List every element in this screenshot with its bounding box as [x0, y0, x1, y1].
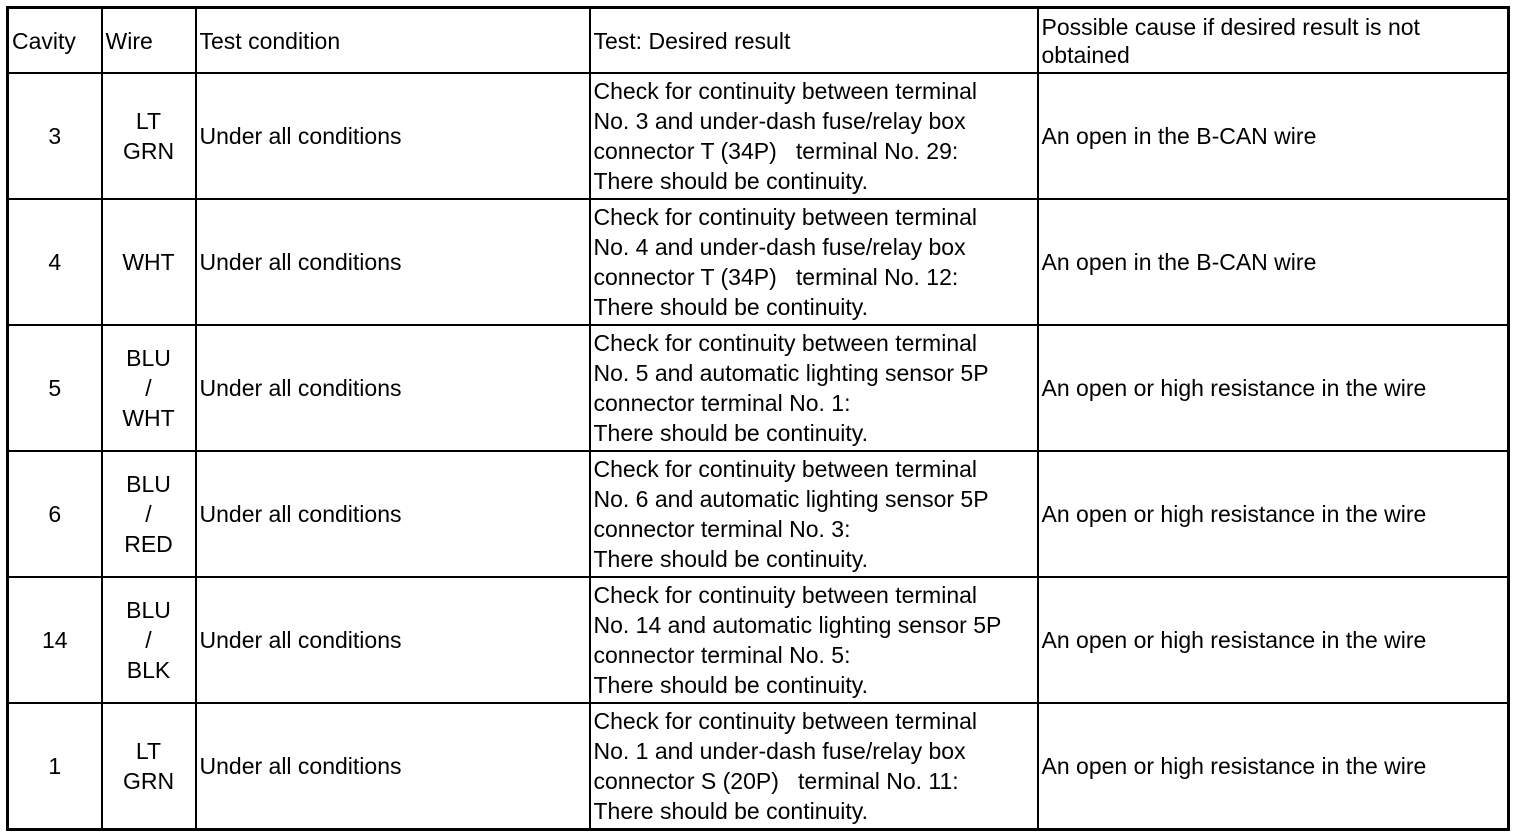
wire-cell [102, 325, 196, 451]
wire-cell [102, 199, 196, 325]
header-wire: Wire [102, 8, 196, 74]
cavity-cell: 1 [8, 703, 102, 830]
desired-result-line: Check for continuity between terminal [593, 582, 978, 608]
wire-color-line: LT [135, 738, 162, 764]
header-row [8, 8, 1509, 74]
cavity-cell: 3 [8, 73, 102, 199]
header-possible-cause: Possible cause if desired result is not obtained [1038, 8, 1509, 74]
desired-result-line: connector terminal No. 5: [593, 642, 851, 668]
possible-cause-cell: An open or high resistance in the wire [1038, 577, 1509, 703]
desired-result-line: connector T (34P) terminal No. 12: [593, 264, 959, 290]
desired-result-cell [590, 451, 1038, 577]
possible-cause-cell: An open or high resistance in the wire [1038, 451, 1509, 577]
desired-result-line: Check for continuity between terminal [593, 708, 978, 734]
desired-result-line: connector T (34P) terminal No. 29: [593, 138, 959, 164]
cavity-cell: 6 [8, 451, 102, 577]
desired-result-cell [590, 73, 1038, 199]
desired-result-cell [590, 577, 1038, 703]
wire-color-line: BLK [126, 657, 171, 683]
possible-cause-cell: An open in the B-CAN wire [1038, 199, 1509, 325]
desired-result-line: No. 6 and automatic lighting sensor 5P [593, 486, 989, 512]
desired-result-line: connector terminal No. 3: [593, 516, 851, 542]
desired-result-line: connector S (20P) terminal No. 11: [593, 768, 959, 794]
wire-color-line: BLU [126, 471, 171, 497]
possible-cause-cell: An open or high resistance in the wire [1038, 325, 1509, 451]
desired-result-line: There should be continuity. [593, 798, 868, 824]
desired-result-line: Check for continuity between terminal [593, 78, 978, 104]
test-condition-cell: Under all conditions [196, 451, 590, 577]
desired-result-line: There should be continuity. [593, 546, 868, 572]
desired-result-cell [590, 703, 1038, 830]
test-condition-cell: Under all conditions [196, 703, 590, 830]
wire-color-line: GRN [122, 768, 175, 794]
connector-test-table [6, 6, 1510, 831]
desired-result-line: connector terminal No. 1: [593, 390, 851, 416]
possible-cause-cell: An open or high resistance in the wire [1038, 703, 1509, 830]
cavity-cell: 4 [8, 199, 102, 325]
wire-color-line: / [145, 501, 152, 527]
wire-color-line: / [145, 627, 152, 653]
wire-color-line: GRN [122, 138, 175, 164]
desired-result-line: No. 14 and automatic lighting sensor 5P [593, 612, 1002, 638]
table-body [8, 73, 1509, 830]
wire-cell [102, 451, 196, 577]
desired-result-line: No. 5 and automatic lighting sensor 5P [593, 360, 989, 386]
desired-result-line: No. 3 and under-dash fuse/relay box [593, 108, 966, 134]
desired-result-line: There should be continuity. [593, 294, 868, 320]
wire-cell [102, 577, 196, 703]
desired-result-line: No. 4 and under-dash fuse/relay box [593, 234, 966, 260]
test-condition-cell: Under all conditions [196, 577, 590, 703]
desired-result-cell [590, 199, 1038, 325]
header-test-condition: Test condition [196, 8, 590, 74]
wire-color-line: WHT [122, 249, 175, 275]
table-row [8, 199, 1509, 325]
desired-result-line: There should be continuity. [593, 168, 868, 194]
wire-color-line: LT [135, 108, 162, 134]
test-condition-cell: Under all conditions [196, 325, 590, 451]
wire-color-line: WHT [122, 405, 175, 431]
cavity-cell: 14 [8, 577, 102, 703]
possible-cause-cell: An open in the B-CAN wire [1038, 73, 1509, 199]
wire-color-line: / [145, 375, 152, 401]
desired-result-line: Check for continuity between terminal [593, 204, 978, 230]
document-page [6, 6, 1510, 831]
desired-result-line: Check for continuity between terminal [593, 330, 978, 356]
wire-color-line: BLU [126, 345, 171, 371]
cavity-cell: 5 [8, 325, 102, 451]
desired-result-line: No. 1 and under-dash fuse/relay box [593, 738, 966, 764]
wire-cell [102, 73, 196, 199]
header-desired-result: Test: Desired result [590, 8, 1038, 74]
table-row [8, 451, 1509, 577]
table-row [8, 325, 1509, 451]
header-cavity: Cavity [8, 8, 102, 74]
table-row [8, 703, 1509, 830]
wire-color-line: BLU [126, 597, 171, 623]
desired-result-line: Check for continuity between terminal [593, 456, 978, 482]
desired-result-cell [590, 325, 1038, 451]
desired-result-line: There should be continuity. [593, 420, 868, 446]
table-row [8, 73, 1509, 199]
wire-cell [102, 703, 196, 830]
desired-result-line: There should be continuity. [593, 672, 868, 698]
wire-color-line: RED [124, 531, 173, 557]
table-header [8, 8, 1509, 74]
table-row [8, 577, 1509, 703]
test-condition-cell: Under all conditions [196, 199, 590, 325]
test-condition-cell: Under all conditions [196, 73, 590, 199]
